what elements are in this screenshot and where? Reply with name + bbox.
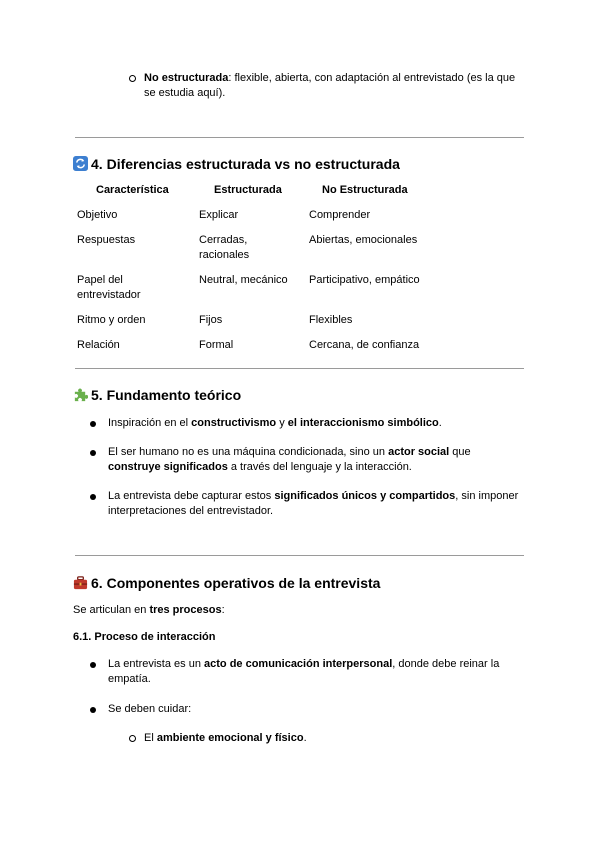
list-item — [108, 445, 528, 475]
text: , donde debe reinar la — [392, 658, 500, 670]
divider — [75, 368, 524, 369]
top-item-text: : flexible, abierta, con adaptación al entrevistado (es la que — [228, 72, 516, 84]
table-cell: Relación — [77, 339, 120, 351]
text: que — [449, 446, 471, 458]
table-cell: Papel del entrevistador — [77, 274, 141, 301]
table-cell: Flexibles — [309, 314, 353, 326]
text: . — [438, 417, 442, 429]
text: El — [144, 732, 157, 744]
section-4-title: Diferencias estructurada vs no estructurada — [106, 156, 400, 172]
table-cell: Objetivo — [77, 209, 118, 221]
text: La entrevista debe capturar estos — [108, 490, 275, 502]
text: y — [276, 417, 288, 429]
list-item — [108, 416, 528, 431]
divider — [75, 137, 524, 138]
text: Se articulan en — [73, 604, 150, 616]
section-4-heading — [73, 155, 400, 173]
bold-text: constructivismo — [191, 417, 277, 429]
text: Inspiración en el — [108, 417, 192, 429]
section-5-title: Fundamento teórico — [106, 387, 242, 403]
bold-text: tres procesos — [149, 604, 222, 616]
text: La entrevista es un — [108, 658, 205, 670]
bullet-icon — [90, 662, 96, 668]
list-item — [108, 489, 528, 519]
table-cell: Cercana, de confianza — [309, 339, 420, 351]
section-6-intro — [73, 603, 225, 618]
text: : — [221, 604, 225, 616]
section-5-number: 5. — [91, 387, 103, 403]
table-cell: Comprender — [309, 209, 371, 221]
text: El ser humano no es una máquina condicionada, sino un — [108, 446, 389, 458]
toolbox-icon — [73, 575, 88, 590]
table-cell: Respuestas — [77, 234, 136, 246]
bullet-icon — [90, 707, 96, 713]
table-cell: Neutral, mecánico — [199, 274, 288, 286]
text: a través del lenguaje y la interacción. — [227, 461, 412, 473]
section-6-number: 6. — [91, 575, 103, 591]
top-item-line2: se estudia aquí). — [144, 87, 226, 99]
section-6-heading — [73, 574, 380, 592]
table-cell: Formal — [199, 339, 234, 351]
list-item — [108, 657, 528, 687]
table-cell: Abiertas, emocionales — [309, 234, 418, 246]
arrows-cycle-icon — [73, 156, 88, 171]
subheading-6-1: 6.1. Proceso de interacción — [73, 631, 216, 643]
bold-text: actor social — [388, 446, 450, 458]
top-list-item — [144, 71, 534, 101]
bold-text: significados únicos y compartidos — [274, 490, 456, 502]
table-cell: Fijos — [199, 314, 223, 326]
text: . — [303, 732, 307, 744]
table-cell: Explicar — [199, 209, 239, 221]
bold-text: acto de comunicación interpersonal — [204, 658, 393, 670]
section-4-number: 4. — [91, 156, 103, 172]
hollow-bullet-icon — [129, 75, 136, 82]
table-header-estructurada: Estructurada — [214, 184, 282, 196]
table-cell: Cerradas, racionales — [199, 234, 250, 261]
list-item: Se deben cuidar: — [108, 703, 192, 715]
table-cell: Ritmo y orden — [77, 314, 146, 326]
text: interpretaciones del entrevistador. — [108, 505, 274, 517]
top-item-bold: No estructurada — [144, 72, 229, 84]
bold-text: construye significados — [108, 461, 228, 473]
bullet-icon — [90, 494, 96, 500]
puzzle-piece-icon — [73, 387, 88, 402]
bullet-icon — [90, 421, 96, 427]
divider — [75, 555, 524, 556]
section-5-heading — [73, 386, 241, 404]
text: empatía. — [108, 673, 151, 685]
section-6-title: Componentes operativos de la entrevista — [106, 575, 381, 591]
table-cell: Participativo, empático — [309, 274, 420, 286]
hollow-bullet-icon — [129, 735, 136, 742]
bold-text: el interaccionismo simbólico — [287, 417, 439, 429]
bullet-icon — [90, 450, 96, 456]
table-header-no-estructurada: No Estructurada — [322, 184, 408, 196]
table-header-caracteristica: Característica — [96, 184, 169, 196]
sub-list-item — [144, 731, 307, 746]
bold-text: ambiente emocional y físico — [156, 732, 304, 744]
text: , sin imponer — [455, 490, 519, 502]
